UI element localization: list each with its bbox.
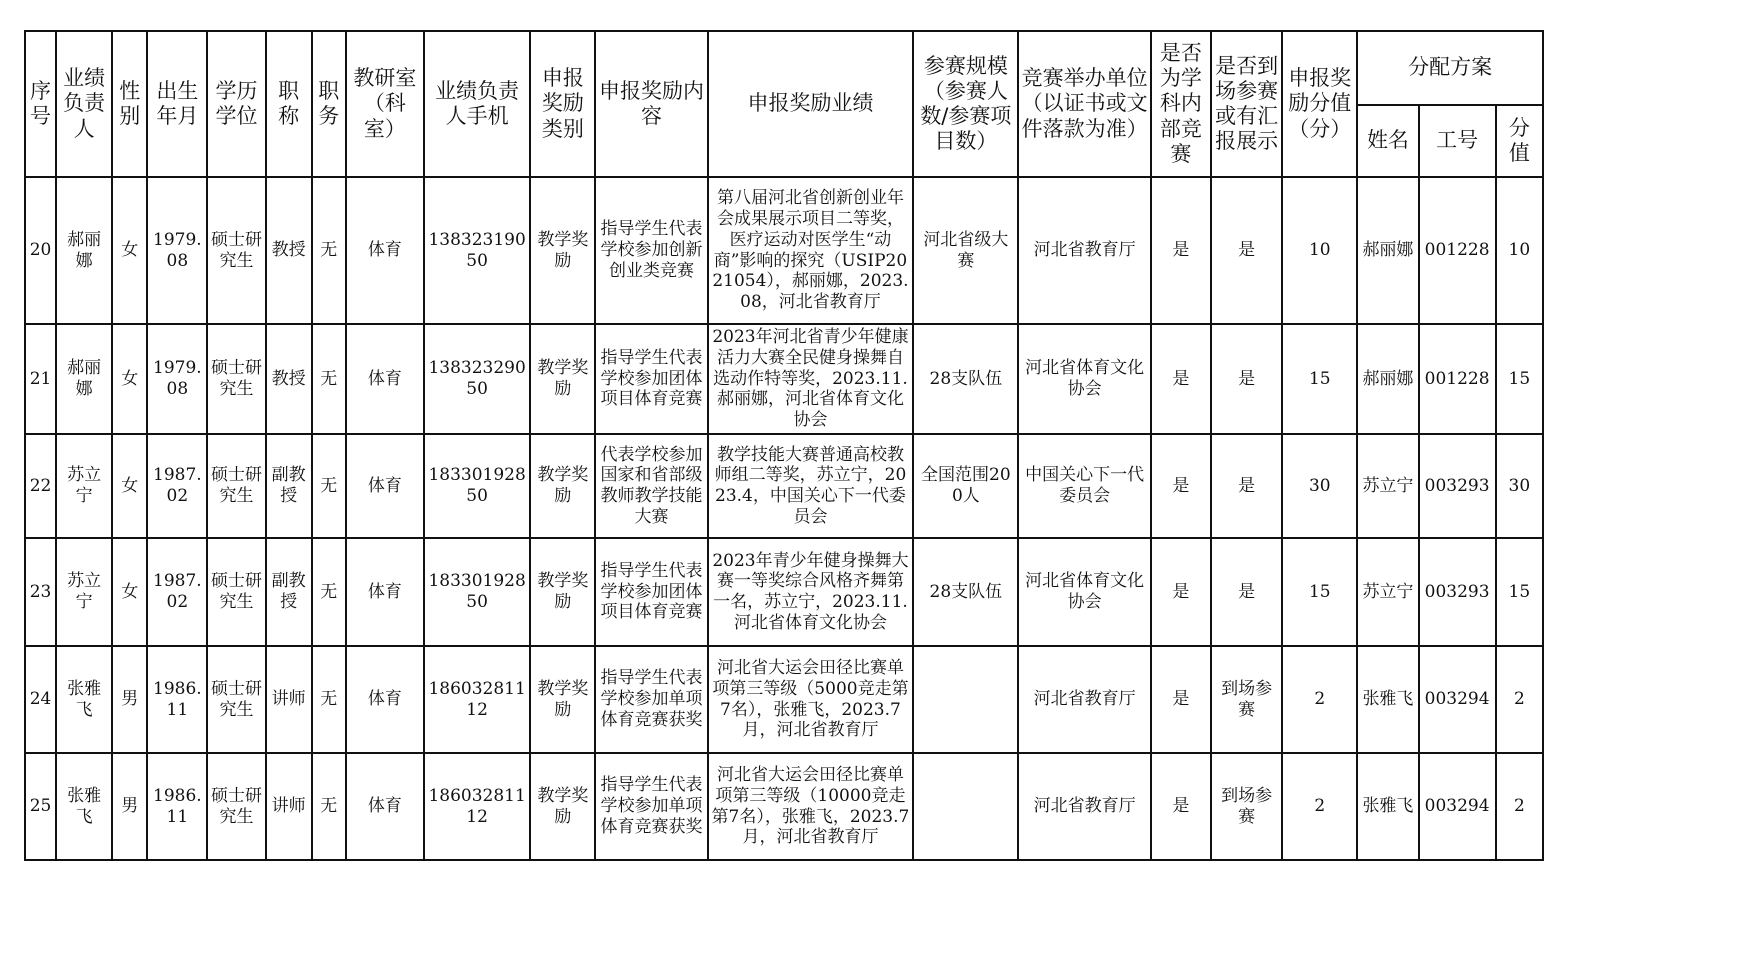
cell-score: 10 <box>1282 177 1357 324</box>
cell-alloc-score: 30 <box>1496 434 1543 538</box>
cell-scale: 28支队伍 <box>913 538 1018 646</box>
cell-title: 副教授 <box>266 434 312 538</box>
cell-degree: 硕士研究生 <box>207 324 265 434</box>
table-row <box>25 753 1543 860</box>
cell-onsite: 到场参赛 <box>1211 646 1282 753</box>
cell-seq: 25 <box>25 753 56 860</box>
cell-onsite: 是 <box>1211 538 1282 646</box>
header-phone: 业绩负责人手机 <box>424 31 530 177</box>
achievement-text: 河北省大运会田径比赛单项第三等级（5000竞走第7名），张雅飞，2023.7月，河北省教育厅 <box>712 658 909 741</box>
cell-internal: 是 <box>1151 538 1211 646</box>
cell-category: 教学奖励 <box>530 434 595 538</box>
header-allocation: 分配方案 <box>1357 31 1543 105</box>
cell-alloc-score: 15 <box>1496 324 1543 434</box>
cell-score: 2 <box>1282 753 1357 860</box>
cell-alloc-id: 003294 <box>1419 753 1496 860</box>
cell-dept: 体育 <box>346 753 424 860</box>
cell-onsite: 是 <box>1211 177 1282 324</box>
header-content: 申报奖励内容 <box>595 31 707 177</box>
cell-leader: 张雅飞 <box>56 646 112 753</box>
header-alloc-name: 姓名 <box>1357 105 1418 177</box>
cell-category: 教学奖励 <box>530 753 595 860</box>
cell-seq: 23 <box>25 538 56 646</box>
table-row <box>25 538 1543 646</box>
cell-phone: 13832329050 <box>424 324 530 434</box>
cell-degree: 硕士研究生 <box>207 646 265 753</box>
cell-alloc-id: 001228 <box>1419 177 1496 324</box>
cell-scale: 河北省级大赛 <box>913 177 1018 324</box>
cell-title: 教授 <box>266 177 312 324</box>
cell-alloc-score: 2 <box>1496 646 1543 753</box>
cell-leader: 郝丽娜 <box>56 324 112 434</box>
achievement-text: 河北省大运会田径比赛单项第三等级（10000竞走第7名），张雅飞，2023.7月，河北省教育厅 <box>711 765 910 848</box>
cell-title: 讲师 <box>266 646 312 753</box>
cell-leader: 郝丽娜 <box>56 177 112 324</box>
cell-score: 15 <box>1282 538 1357 646</box>
cell-scale: 全国范围200人 <box>913 434 1018 538</box>
header-dept: 教研室（科室） <box>346 31 424 177</box>
cell-category: 教学奖励 <box>530 324 595 434</box>
cell-internal: 是 <box>1151 434 1211 538</box>
cell-onsite: 是 <box>1211 324 1282 434</box>
cell-post: 无 <box>312 646 346 753</box>
header-score: 申报奖励分值（分） <box>1282 31 1357 177</box>
header-post: 职务 <box>312 31 346 177</box>
cell-alloc-name: 郝丽娜 <box>1357 324 1418 434</box>
header-gender: 性别 <box>112 31 147 177</box>
cell-phone: 18330192850 <box>424 434 530 538</box>
award-application-table <box>24 30 1544 861</box>
cell-organizer: 河北省体育文化协会 <box>1018 538 1150 646</box>
cell-achievement <box>708 646 914 753</box>
cell-dept: 体育 <box>346 434 424 538</box>
cell-degree: 硕士研究生 <box>207 753 265 860</box>
cell-organizer: 河北省教育厅 <box>1018 646 1150 753</box>
cell-gender: 男 <box>112 753 147 860</box>
achievement-text: 2023年青少年健身操舞大赛一等奖综合风格齐舞第一名，苏立宁，2023.11.河北省体育文化协会 <box>712 550 909 633</box>
cell-content: 指导学生代表学校参加创新创业类竞赛 <box>595 177 707 324</box>
cell-alloc-name: 张雅飞 <box>1357 753 1418 860</box>
cell-internal: 是 <box>1151 646 1211 753</box>
cell-score: 2 <box>1282 646 1357 753</box>
cell-birth: 1979.08 <box>147 324 207 434</box>
cell-birth: 1987.02 <box>147 538 207 646</box>
table-row <box>25 646 1543 753</box>
header-title: 职称 <box>266 31 312 177</box>
cell-alloc-id: 003293 <box>1419 538 1496 646</box>
cell-onsite: 到场参赛 <box>1211 753 1282 860</box>
cell-post: 无 <box>312 538 346 646</box>
cell-leader: 张雅飞 <box>56 753 112 860</box>
cell-organizer: 河北省教育厅 <box>1018 177 1150 324</box>
cell-post: 无 <box>312 753 346 860</box>
cell-alloc-name: 苏立宁 <box>1357 538 1418 646</box>
cell-onsite: 是 <box>1211 434 1282 538</box>
cell-dept: 体育 <box>346 646 424 753</box>
cell-content: 指导学生代表学校参加团体项目体育竞赛 <box>595 538 707 646</box>
cell-alloc-id: 003294 <box>1419 646 1496 753</box>
cell-gender: 女 <box>112 324 147 434</box>
cell-title: 副教授 <box>266 538 312 646</box>
achievement-text: 第八届河北省创新创业年会成果展示项目二等奖，医疗运动对医学生“动商”影响的探究（USIP2021054），郝丽娜，2023.08，河北省教育厅 <box>712 188 909 312</box>
cell-phone: 18330192850 <box>424 538 530 646</box>
cell-birth: 1986.11 <box>147 753 207 860</box>
cell-content: 指导学生代表学校参加团体项目体育竞赛 <box>595 324 707 434</box>
cell-gender: 女 <box>112 538 147 646</box>
header-scale: 参赛规模（参赛人数/参赛项目数） <box>913 31 1018 177</box>
cell-score: 15 <box>1282 324 1357 434</box>
cell-scale <box>913 753 1018 860</box>
cell-post: 无 <box>312 324 346 434</box>
cell-alloc-score: 2 <box>1496 753 1543 860</box>
header-alloc-score: 分值 <box>1496 105 1543 177</box>
cell-alloc-id: 003293 <box>1419 434 1496 538</box>
cell-internal: 是 <box>1151 753 1211 860</box>
cell-alloc-name: 张雅飞 <box>1357 646 1418 753</box>
cell-achievement <box>708 324 914 434</box>
cell-content: 指导学生代表学校参加单项体育竞赛获奖 <box>595 646 707 753</box>
table-row <box>25 177 1543 324</box>
cell-content: 代表学校参加国家和省部级教师教学技能大赛 <box>595 434 707 538</box>
cell-achievement <box>708 753 914 860</box>
cell-leader: 苏立宁 <box>56 538 112 646</box>
cell-score: 30 <box>1282 434 1357 538</box>
cell-leader: 苏立宁 <box>56 434 112 538</box>
header-alloc-id: 工号 <box>1419 105 1496 177</box>
cell-title: 讲师 <box>266 753 312 860</box>
cell-gender: 男 <box>112 646 147 753</box>
cell-internal: 是 <box>1151 177 1211 324</box>
cell-category: 教学奖励 <box>530 646 595 753</box>
cell-seq: 20 <box>25 177 56 324</box>
cell-birth: 1986.11 <box>147 646 207 753</box>
table-row <box>25 324 1543 434</box>
cell-post: 无 <box>312 434 346 538</box>
cell-dept: 体育 <box>346 177 424 324</box>
cell-content: 指导学生代表学校参加单项体育竞赛获奖 <box>595 753 707 860</box>
cell-post: 无 <box>312 177 346 324</box>
cell-seq: 21 <box>25 324 56 434</box>
cell-scale: 28支队伍 <box>913 324 1018 434</box>
header-row <box>25 31 1543 105</box>
cell-birth: 1979.08 <box>147 177 207 324</box>
header-internal: 是否为学科内部竞赛 <box>1151 31 1211 177</box>
cell-birth: 1987.02 <box>147 434 207 538</box>
cell-dept: 体育 <box>346 538 424 646</box>
cell-seq: 24 <box>25 646 56 753</box>
cell-degree: 硕士研究生 <box>207 434 265 538</box>
cell-achievement <box>708 177 914 324</box>
cell-organizer: 中国关心下一代委员会 <box>1018 434 1150 538</box>
cell-degree: 硕士研究生 <box>207 177 265 324</box>
header-seq: 序号 <box>25 31 56 177</box>
cell-phone: 18603281112 <box>424 646 530 753</box>
header-achievement: 申报奖励业绩 <box>708 31 914 177</box>
cell-alloc-name: 郝丽娜 <box>1357 177 1418 324</box>
header-organizer: 竞赛举办单位（以证书或文件落款为准） <box>1018 31 1150 177</box>
header-category: 申报奖励类别 <box>530 31 595 177</box>
cell-achievement <box>708 434 914 538</box>
cell-organizer: 河北省教育厅 <box>1018 753 1150 860</box>
cell-achievement <box>708 538 914 646</box>
achievement-text: 2023年河北省青少年健康活力大赛全民健身操舞自选动作特等奖，2023.11.郝丽娜，河北省体育文化协会 <box>712 327 909 431</box>
cell-degree: 硕士研究生 <box>207 538 265 646</box>
cell-category: 教学奖励 <box>530 177 595 324</box>
header-leader: 业绩负责人 <box>56 31 112 177</box>
cell-organizer: 河北省体育文化协会 <box>1018 324 1150 434</box>
cell-dept: 体育 <box>346 324 424 434</box>
cell-alloc-score: 10 <box>1496 177 1543 324</box>
achievement-text: 教学技能大赛普通高校教师组二等奖，苏立宁，2023.4，中国关心下一代委员会 <box>714 444 907 527</box>
cell-scale <box>913 646 1018 753</box>
header-degree: 学历学位 <box>207 31 265 177</box>
cell-category: 教学奖励 <box>530 538 595 646</box>
header-birth: 出生年月 <box>147 31 207 177</box>
cell-alloc-id: 001228 <box>1419 324 1496 434</box>
cell-alloc-score: 15 <box>1496 538 1543 646</box>
cell-alloc-name: 苏立宁 <box>1357 434 1418 538</box>
cell-phone: 18603281112 <box>424 753 530 860</box>
header-onsite: 是否到场参赛或有汇报展示 <box>1211 31 1282 177</box>
cell-gender: 女 <box>112 177 147 324</box>
table-row <box>25 434 1543 538</box>
cell-seq: 22 <box>25 434 56 538</box>
cell-title: 教授 <box>266 324 312 434</box>
cell-phone: 13832319050 <box>424 177 530 324</box>
cell-gender: 女 <box>112 434 147 538</box>
cell-internal: 是 <box>1151 324 1211 434</box>
